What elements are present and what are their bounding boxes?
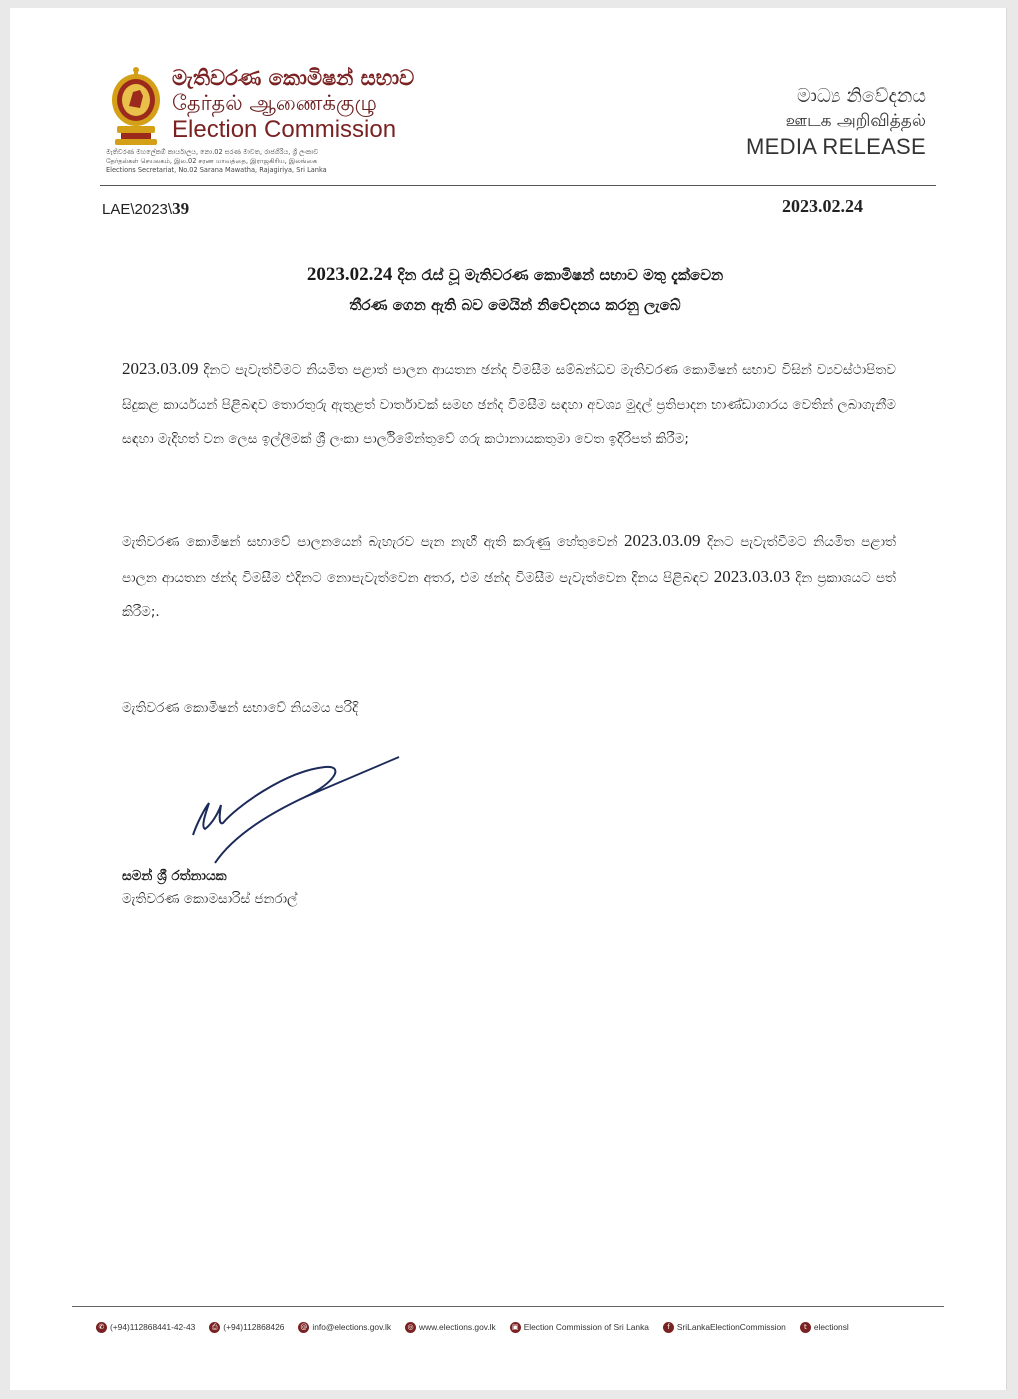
email-icon: @ bbox=[300, 1322, 308, 1331]
letterhead bbox=[10, 8, 1006, 188]
p1-text: දිනට පැවැත්වීමට නියමිත පළාත් පාලන ආයතන ඡන්ද විමසීම සම්බන්ධව මැතිවරණ කොමිෂන් සභාව විසින් ව්‍යවස්ථාපිතව සිදුකළ කාර්යයන් පිළිබඳව තොරතුරු ඇතුළත් වාර්තාවක් සමඟ ඡන්ද විමසීම සඳහා අවශ්‍ය මුදල් ප්‍රතිපාදන භාණ්ඩාගාරය වෙතින් ලබාගැනීම සඳහා මැදිහත් වන ලෙස ඉල්ලීමක් ශ්‍රී ලංකා පාර්ලිමේන්තුවේ ගරු කථානායකතුමා වෙත ඉදිරිපත් කිරීම; bbox=[122, 362, 896, 447]
p2-text-b: දිනට පැවැත්වීමට නියමිත පළාත් පාලන ආයතන ඡන්ද විමසීම එදිනට නොපැවැත්වෙන අතර, එම ඡන්ද විමසීම පැවැත්වෙන දිනය පිළිබඳව bbox=[122, 534, 896, 586]
footer-twitter[interactable] bbox=[800, 1322, 849, 1333]
twitter-text[interactable]: electionsl bbox=[813, 1322, 849, 1332]
fax-icon: ⎙ bbox=[209, 1322, 220, 1333]
title-line-1-text: දින රැස් වූ මැතිවරණ කොමිෂන් සභාව මතු දැක්වෙන bbox=[392, 266, 724, 284]
facebook-icon: f bbox=[663, 1322, 674, 1333]
footer-email[interactable] bbox=[298, 1322, 391, 1333]
twitter-icon: t bbox=[800, 1322, 811, 1333]
p1-date: 2023.03.09 bbox=[122, 359, 199, 378]
footer-phone bbox=[96, 1322, 195, 1333]
org-names bbox=[172, 66, 414, 143]
p2-text-a: මැතිවරණ කොමිෂන් සභාවේ පාලනයෙන් බැහැරව පැන නැඟී ඇති කරුණු හේතුවෙන් bbox=[122, 534, 625, 550]
footer-divider bbox=[72, 1306, 944, 1307]
address-sinhala: මැතිවරණ මහලේකම් කාර්යාලය, නො.02 සරණ මාවත, රාජගිරිය, ශ්‍රී ලංකාව bbox=[106, 148, 319, 156]
media-release-heading bbox=[746, 84, 926, 160]
org-name-sinhala: මැතිවරණ කොමිෂන් සභාව bbox=[172, 66, 415, 90]
reference-num: 39 bbox=[172, 199, 190, 218]
signature bbox=[175, 753, 415, 873]
signer-name: සමන් ශ්‍රී රත්නායක bbox=[122, 868, 227, 884]
org-name-english: Election Commission bbox=[172, 116, 397, 143]
reference-prefix: LAE\2023\ bbox=[102, 201, 173, 218]
org-name-tamil: தேர்தல் ஆணைக்குழு bbox=[172, 91, 377, 115]
document-page bbox=[10, 8, 1007, 1390]
org-text: Election Commission of Sri Lanka bbox=[523, 1322, 649, 1332]
web-text[interactable]: www.elections.gov.lk bbox=[419, 1322, 496, 1332]
email-text[interactable]: info@elections.gov.lk bbox=[312, 1322, 392, 1332]
emblem-icon bbox=[107, 66, 165, 148]
contact-footer bbox=[96, 1319, 916, 1335]
p2-date-a: 2023.03.09 bbox=[624, 531, 701, 550]
release-label-sinhala: මාධ්‍ය නිවේදනය bbox=[796, 85, 926, 107]
paragraph-2 bbox=[122, 524, 896, 630]
document-title bbox=[160, 260, 870, 320]
facebook-text[interactable]: SriLankaElectionCommission bbox=[676, 1322, 786, 1332]
title-line-1 bbox=[160, 260, 870, 290]
web-icon: ◎ bbox=[405, 1322, 416, 1333]
document-date: 2023.02.24 bbox=[782, 196, 863, 216]
closing-line: මැතිවරණ කොමිෂන් සභාවේ නියමය පරිදි bbox=[122, 700, 359, 716]
footer-web[interactable] bbox=[405, 1322, 496, 1333]
footer-facebook[interactable] bbox=[663, 1322, 786, 1333]
reference-number bbox=[102, 199, 189, 219]
release-label-tamil: ஊடக அறிவித்தல் bbox=[785, 111, 926, 131]
header-divider bbox=[100, 185, 936, 186]
address-block bbox=[106, 148, 426, 175]
fax-text: (+94)112868426 bbox=[223, 1322, 285, 1332]
address-tamil: தேர்தல்கள் செயலகம், இல.02 சரண மாவத்தை, இராஜகிரிய, இலங்கை bbox=[106, 157, 318, 165]
paragraph-1 bbox=[122, 352, 896, 457]
phone-icon: ✆ bbox=[96, 1322, 107, 1333]
footer-fax bbox=[209, 1322, 284, 1333]
title-line-2: තීරණ ගෙන ඇති බව මෙයින් නිවේදනය කරනු ලැබේ bbox=[349, 296, 681, 314]
title-date: 2023.02.24 bbox=[306, 264, 393, 285]
p2-text-c: දින ප්‍රකාශයට පත් කිරීම;. bbox=[122, 569, 896, 620]
p2-date-b: 2023.03.03 bbox=[713, 566, 791, 586]
phone-text: (+94)112868441-42-43 bbox=[110, 1322, 196, 1332]
release-label-english: MEDIA RELEASE bbox=[746, 134, 926, 159]
signer-title: මැතිවරණ කොමසාරිස් ජනරාල් bbox=[122, 891, 298, 907]
footer-org bbox=[510, 1322, 649, 1333]
org-icon: ▣ bbox=[510, 1322, 521, 1333]
address-english: Elections Secretariat, No.02 Sarana Mawatha, Rajagiriya, Sri Lanka bbox=[106, 166, 327, 174]
